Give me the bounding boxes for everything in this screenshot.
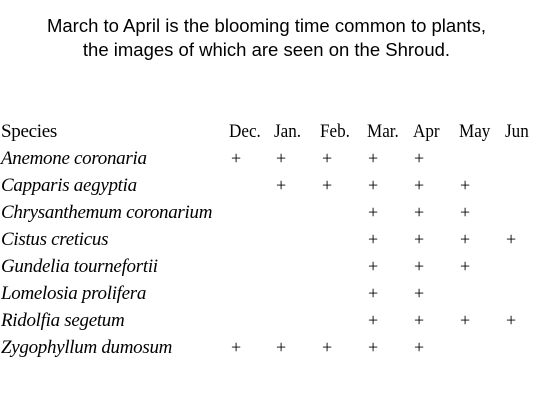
- title-line-2: the images of which are seen on the Shroud.: [82, 39, 451, 60]
- bloom-mark: +: [368, 229, 379, 249]
- bloom-mark: +: [368, 310, 379, 330]
- species-name: Capparis aegyptia: [1, 175, 137, 196]
- bloom-mark: +: [368, 283, 379, 303]
- bloom-mark: +: [506, 229, 517, 249]
- bloom-mark: +: [414, 256, 425, 276]
- header-jun: Jun: [505, 121, 529, 142]
- bloom-mark: +: [414, 148, 425, 168]
- bloom-mark: +: [368, 148, 379, 168]
- species-name: Zygophyllum dumosum: [1, 337, 173, 358]
- table-row: [0, 280, 533, 307]
- table-row: [0, 199, 533, 226]
- bloom-mark: +: [414, 202, 425, 222]
- species-name: Chrysanthemum coronarium: [1, 202, 213, 223]
- table-row: [0, 307, 533, 334]
- bloom-mark: +: [322, 175, 333, 195]
- slide-title: [0, 14, 533, 62]
- table-row: [0, 334, 533, 361]
- bloom-mark: +: [368, 202, 379, 222]
- species-name: Ridolfia segetum: [1, 310, 125, 331]
- species-name: Cistus creticus: [1, 229, 109, 250]
- bloom-mark: +: [322, 148, 333, 168]
- bloom-mark: +: [414, 283, 425, 303]
- table-row: [0, 145, 533, 172]
- bloom-mark: +: [368, 337, 379, 357]
- bloom-mark: +: [414, 337, 425, 357]
- bloom-mark: +: [414, 229, 425, 249]
- table-header-row: [0, 118, 533, 145]
- bloom-mark: +: [231, 337, 242, 357]
- bloom-mark: +: [276, 148, 287, 168]
- bloom-mark: +: [460, 175, 471, 195]
- table-row: [0, 226, 533, 253]
- bloom-mark: +: [368, 256, 379, 276]
- bloom-mark: +: [231, 148, 242, 168]
- bloom-mark: +: [460, 202, 471, 222]
- header-apr: Apr: [413, 121, 440, 142]
- header-mar: Mar.: [367, 121, 399, 142]
- header-jan: Jan.: [274, 121, 302, 142]
- bloom-mark: +: [322, 337, 333, 357]
- header-feb: Feb.: [320, 121, 350, 142]
- bloom-mark: +: [414, 310, 425, 330]
- table-row: [0, 253, 533, 280]
- species-name: Anemone coronaria: [1, 148, 147, 169]
- blooming-table: [0, 118, 533, 361]
- species-name: Lomelosia prolifera: [1, 283, 147, 304]
- header-may: May: [459, 121, 491, 142]
- table-row: [0, 172, 533, 199]
- header-species: Species: [1, 121, 57, 142]
- header-dec: Dec.: [229, 121, 261, 142]
- bloom-mark: +: [460, 229, 471, 249]
- bloom-mark: +: [368, 175, 379, 195]
- bloom-mark: +: [276, 337, 287, 357]
- bloom-mark: +: [460, 256, 471, 276]
- species-name: Gundelia tournefortii: [1, 256, 158, 277]
- bloom-mark: +: [414, 175, 425, 195]
- bloom-mark: +: [276, 175, 287, 195]
- bloom-mark: +: [460, 310, 471, 330]
- bloom-mark: +: [506, 310, 517, 330]
- title-line-1: March to April is the blooming time common to plants,: [46, 15, 487, 36]
